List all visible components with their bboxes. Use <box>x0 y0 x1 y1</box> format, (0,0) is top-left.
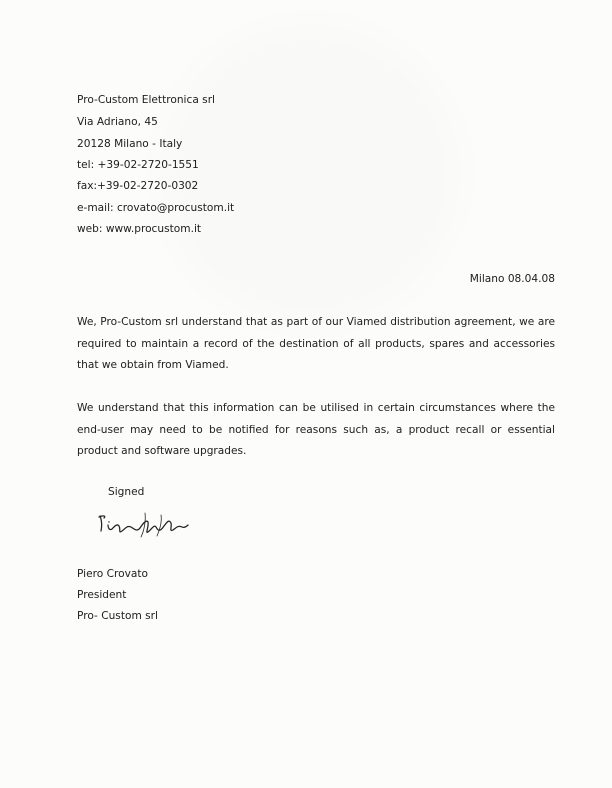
telephone-line: tel: +39-02-2720-1551 <box>77 159 199 171</box>
letter-date: Milano 08.04.08 <box>469 273 555 285</box>
email-line: e-mail: crovato@procustom.it <box>77 202 235 214</box>
city-address: 20128 Milano - Italy <box>77 138 183 150</box>
website-line: web: www.procustom.it <box>77 223 202 235</box>
fax-line: fax:+39-02-2720-0302 <box>77 180 199 192</box>
signatory-title: President <box>77 589 127 601</box>
signatory-company: Pro- Custom srl <box>77 610 158 622</box>
signatory-name: Piero Crovato <box>77 568 148 580</box>
body-paragraph-2: We understand that this information can be utilised in certain circumstances where the end-user may need to be notified for reasons such as, a product recall or essential product and software upgrades. <box>77 402 555 457</box>
company-name: Pro-Custom Elettronica srl <box>77 94 216 106</box>
signed-label: Signed <box>108 486 145 498</box>
street-address: Via Adriano, 45 <box>77 116 158 128</box>
handwritten-signature-image <box>96 505 190 539</box>
scan-shading <box>160 24 460 324</box>
body-paragraph-1: We, Pro-Custom srl understand that as part of our Viamed distribution agreement, we are required to maintain a record of the destination of all products, spares and accessories that we obtain from Viamed. <box>77 316 555 371</box>
